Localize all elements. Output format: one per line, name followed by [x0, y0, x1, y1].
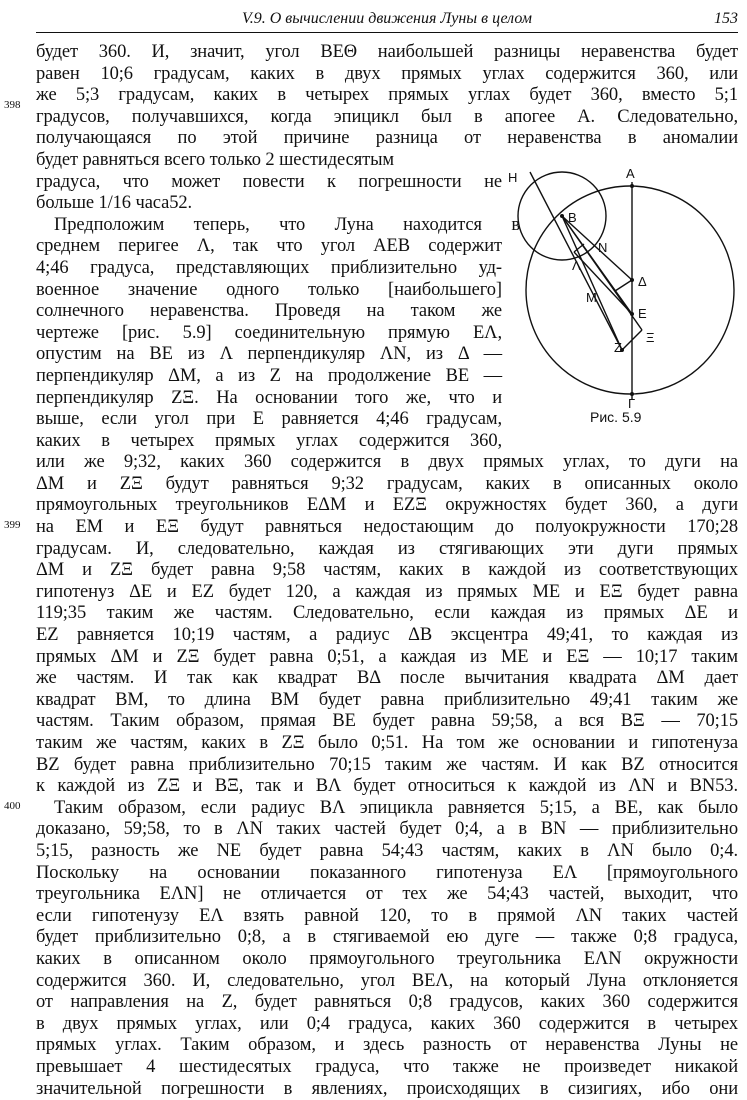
text-line: EZ равняется 10;19 частям, а радиус ΔB эксцентра 49;41, то каждая из — [36, 625, 738, 646]
chapter-title: V.9. О вычислении движения Луны в целом — [242, 10, 532, 27]
eccentric-circle — [526, 186, 734, 394]
text-line: градусов, получавшихся, когда эпицикл был в апогее A. Следовательно, — [36, 106, 738, 127]
text-line: если гипотенузу EΛ взять равной 120, то в прямой ΛN таких частей — [36, 905, 738, 926]
label-Lambda: Λ — [572, 258, 581, 273]
text-line: Предположим теперь, что Луна находится в — [54, 214, 520, 235]
label-A: A — [626, 166, 635, 181]
text-line: прямых ΔM и ZΞ будет равна 0;51, а каждая из ME и EΞ — 10;17 таким — [36, 646, 738, 667]
text-line: больше 1/16 часа52. — [36, 193, 193, 214]
text-line: 5;15, разность же NE будет равна 54;43 частям, каких в ΛN было 0;4. — [36, 840, 738, 861]
label-H: H — [508, 170, 518, 185]
text-line: градусам. И, следовательно, каждая из стягивающих эти дуги прямых — [36, 538, 738, 559]
text-line: каких в четырех прямых углах содержится 360, — [36, 430, 502, 451]
text-line: BZ будет равна приблизительно 70;15 таким же частям. И как BZ относится — [36, 754, 738, 775]
text-line: на EM и EΞ будут равняться недостающим до полуокружности 170;28 — [36, 517, 738, 538]
text-line: таким же частям, каких в ZΞ было 0;51. На том же основании и гипотенуза — [36, 733, 738, 753]
text-line: градуса, что может повести к погрешности не — [36, 171, 502, 192]
figure-5-9 — [504, 160, 738, 430]
text-line: ΔM и ZΞ будет равна 9;58 частям, каких в каждой из соответствующих — [36, 560, 738, 581]
text-line: же частям. И так как квадрат BΔ после вычитания квадрата ΔM дает — [36, 668, 738, 689]
margin-number: 398 — [4, 99, 21, 111]
text-line: солнечного неравенства. Проведя на таком же — [36, 301, 502, 322]
text-line: значительной погрешности в явлениях, происходящих в сизигиях, ибо они — [36, 1078, 738, 1099]
point-Delta — [630, 278, 634, 282]
text-line: доказано, 59;58, то в ΛN таких частей будет 0;4, а в BN — приблизительно — [36, 819, 738, 840]
text-line: будет приблизительно 0;8, а в стягиваемой ею дуге — также 0;8 градуса, — [36, 927, 738, 948]
text-line: от направления на Z, будет равняться 0;8 градусов, каких 360 содержится — [36, 992, 738, 1013]
text-line: будет 360. И, значит, угол BEΘ наибольшей разницы неравенства будет — [36, 42, 738, 62]
label-Z: Z — [614, 340, 622, 355]
text-line: будет равняться всего только 2 шестидесятым — [36, 149, 395, 170]
label-Gamma: Γ — [628, 396, 636, 411]
text-line: перпендикуляр ZΞ. На основании того же, что и — [36, 387, 502, 408]
text-line: содержится 360. И, следовательно, угол BEΛ, на который Луна отклоняется — [36, 970, 738, 991]
text-line: каких в описанном около прямоугольного треугольника EΛN окружности — [36, 948, 738, 969]
text-line: чертеже [рис. 5.9] соединительную прямую EΛ, — [36, 322, 502, 343]
perp-DeltaM — [615, 280, 632, 291]
text-line: 119;35 таким же частям. Следовательно, если каждая из прямых ΔE и — [36, 603, 738, 624]
text-line: квадрат BM, то длина BM будет равна приблизительно 49;41 таким же — [36, 689, 738, 710]
text-line: равен 10;6 градусам, каких в двух прямых углах содержится 360, или — [36, 63, 738, 84]
running-head — [36, 6, 738, 33]
text-line: треугольника EΛN] не отличается от тех же 54;43 частей, выходит, что — [36, 884, 738, 905]
diagram — [504, 160, 738, 410]
label-B: B — [568, 210, 577, 225]
margin-number: 399 — [4, 519, 21, 531]
text-line: перпендикуляр ΔM, а из Z на продолжение BE — — [36, 365, 502, 386]
text-line: выше, если угол при E равняется 4;46 градусам, — [36, 409, 502, 430]
text-line: Таким образом, если радиус BΛ эпицикла равняется 5;15, а BE, как было — [54, 797, 738, 818]
text-line: прямоугольных треугольников EΔM и EZΞ окружностях будет 360, а дуги — [36, 495, 738, 516]
text-line: 4;46 градуса, представляющих приблизительно уд- — [36, 257, 502, 278]
figure-caption: Рис. 5.9 — [590, 409, 642, 425]
label-N: N — [598, 240, 608, 255]
text-line: опустим на BE из Λ перпендикуляр ΛN, из Δ — — [36, 344, 502, 365]
page-number: 153 — [714, 10, 738, 27]
text-line: превышает 4 шестидесятых градуса, что также не произведет никакой — [36, 1056, 738, 1077]
text-line: среднем перигее Λ, так что угол AEB содержит — [36, 236, 502, 257]
margin-number: 400 — [4, 800, 21, 812]
text-line: гипотенуз ΔE и EZ будет 120, а каждая из прямых ME и EΞ будет равна — [36, 581, 738, 602]
text-line: частям. Таким образом, прямая BE будет равна 59;58, а вся BΞ — 70;15 — [36, 711, 738, 732]
point-E — [630, 312, 634, 316]
label-Delta: Δ — [638, 274, 647, 289]
text-line: военное значение одного только [наибольшего] — [36, 279, 502, 300]
label-Xi: Ξ — [646, 330, 655, 345]
text-line: или же 9;32, каких 360 содержится в двух прямых углах, то дуги на — [36, 452, 738, 473]
text-line: получающаяся по этой причине разница от неравенства в аномалии — [36, 128, 738, 149]
label-E: E — [638, 306, 647, 321]
text-line: в двух прямых углах, или 0;4 градуса, каких 360 содержится в четырех — [36, 1013, 738, 1034]
text-line: Поскольку на основании показанного гипотенуза EΛ [прямоугольного — [36, 862, 738, 883]
label-M: M — [586, 290, 597, 305]
point-B — [560, 214, 564, 218]
line-BZ — [562, 216, 622, 350]
text-line: прямых углах. Таким образом, и здесь разность от неравенства Луны не — [36, 1035, 738, 1056]
text-line: к каждой из ZΞ и BΞ, так и BΛ будет относиться к каждой из ΛN и BN53. — [36, 776, 738, 797]
point-A — [630, 184, 634, 188]
text-line: ΔM и ZΞ будут равняться 9;32 градусам, каких в описанных около — [36, 473, 738, 494]
line-ELambda — [574, 252, 632, 314]
text-line: же 5;3 градусам, каких в четырех прямых углах будет 360, вместо 5;1 — [36, 85, 738, 106]
